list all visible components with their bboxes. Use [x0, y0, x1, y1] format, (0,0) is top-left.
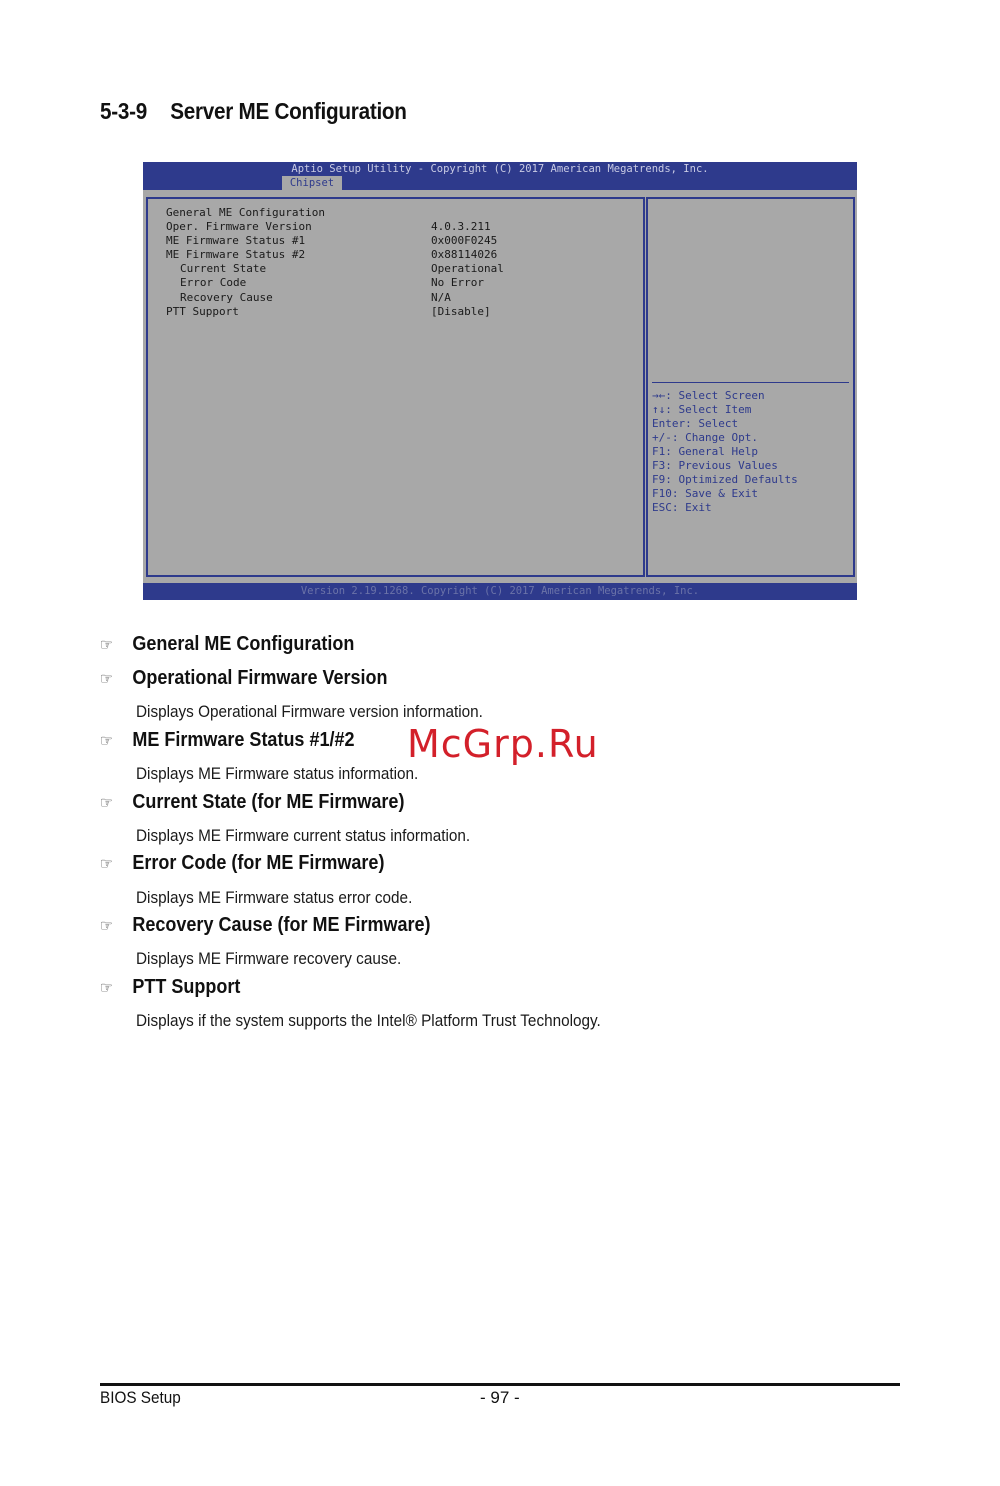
item-current-state-heading: [100, 791, 404, 814]
bios-row-error-code-label: Error Code: [180, 276, 247, 289]
bios-row-ptt-value[interactable]: [Disable]: [431, 305, 491, 318]
help-change-opt: +/-: Change Opt.: [652, 431, 758, 444]
footer-page-number: - 97 -: [480, 1388, 520, 1407]
pointing-hand-icon: ☞: [100, 980, 113, 997]
help-optimized-defaults: F9: Optimized Defaults: [652, 473, 798, 486]
item-error-code-desc: Displays ME Firmware status error code.: [136, 888, 413, 907]
footer-divider: [100, 1383, 900, 1386]
help-save-exit: F10: Save & Exit: [652, 487, 758, 500]
bios-header-bar: [143, 162, 857, 190]
bios-row-oper-fw-label: Oper. Firmware Version: [166, 220, 312, 233]
bios-settings-panel: [146, 197, 645, 577]
help-esc-exit: ESC: Exit: [652, 501, 712, 514]
help-select-item: ↑↓: Select Item: [652, 403, 752, 416]
bios-header-copyright: Aptio Setup Utility - Copyright (C) 2017 American Megatrends, Inc.: [291, 163, 709, 175]
bios-row-ptt-label[interactable]: PTT Support: [166, 305, 239, 318]
pointing-hand-icon: ☞: [100, 733, 113, 750]
item-title: PTT Support: [132, 976, 241, 998]
bios-row-recovery-label: Recovery Cause: [180, 291, 273, 304]
help-enter: Enter: Select: [652, 417, 739, 430]
item-title: Current State (for ME Firmware): [132, 791, 405, 813]
item-recovery-heading: [100, 914, 431, 937]
item-ptt-desc: Displays if the system supports the Intel® Platform Trust Technology.: [136, 1011, 601, 1030]
bios-row-error-code-value: No Error: [431, 276, 484, 289]
bios-help-separator: [652, 382, 849, 383]
item-title: Recovery Cause (for ME Firmware): [132, 914, 431, 936]
item-fw-status-desc: Displays ME Firmware status information.: [136, 764, 419, 783]
bios-help-panel: [646, 197, 855, 577]
item-title: Error Code (for ME Firmware): [132, 852, 385, 874]
help-select-screen: →←: Select Screen: [652, 389, 765, 402]
section-number: 5-3-9: [100, 98, 147, 124]
footer-section-name: BIOS Setup: [100, 1388, 181, 1407]
item-current-state-desc: Displays ME Firmware current status information.: [136, 826, 471, 845]
bios-row-status1-label: ME Firmware Status #1: [166, 234, 306, 247]
pointing-hand-icon: ☞: [100, 918, 113, 935]
item-fw-status-heading: [100, 729, 355, 752]
bios-screenshot: [143, 162, 857, 600]
bios-footer-version: Version 2.19.1268. Copyright (C) 2017 American Megatrends, Inc.: [143, 583, 857, 600]
item-recovery-desc: Displays ME Firmware recovery cause.: [136, 949, 402, 968]
item-ptt-heading: [100, 976, 240, 999]
bios-row-current-state-value: Operational: [431, 262, 504, 275]
bios-row-oper-fw-value: 4.0.3.211: [431, 220, 491, 233]
pointing-hand-icon: ☞: [100, 671, 113, 688]
item-oper-fw-heading: [100, 667, 387, 690]
bios-tab-chipset[interactable]: Chipset: [282, 176, 342, 190]
help-general-help: F1: General Help: [652, 445, 758, 458]
bios-row-current-state-label: Current State: [180, 262, 267, 275]
bios-row-status2-value: 0x88114026: [431, 248, 498, 261]
bios-row-status2-label: ME Firmware Status #2: [166, 248, 306, 261]
item-title: Operational Firmware Version: [132, 667, 388, 689]
item-oper-fw-desc: Displays Operational Firmware version information.: [136, 702, 483, 721]
pointing-hand-icon: ☞: [100, 795, 113, 812]
section-title-text: Server ME Configuration: [170, 98, 407, 124]
item-title: General ME Configuration: [132, 633, 355, 655]
watermark-logo: McGrp.Ru: [407, 722, 599, 766]
help-previous-values: F3: Previous Values: [652, 459, 778, 472]
bios-row-recovery-value: N/A: [431, 291, 451, 304]
bios-row-general-me: General ME Configuration: [166, 206, 325, 219]
pointing-hand-icon: ☞: [100, 856, 113, 873]
bios-row-status1-value: 0x000F0245: [431, 234, 498, 247]
pointing-hand-icon: ☞: [100, 637, 113, 654]
item-error-code-heading: [100, 852, 384, 875]
section-title: [100, 98, 407, 125]
item-general-me-heading: [100, 633, 354, 656]
item-title: ME Firmware Status #1/#2: [132, 729, 355, 751]
